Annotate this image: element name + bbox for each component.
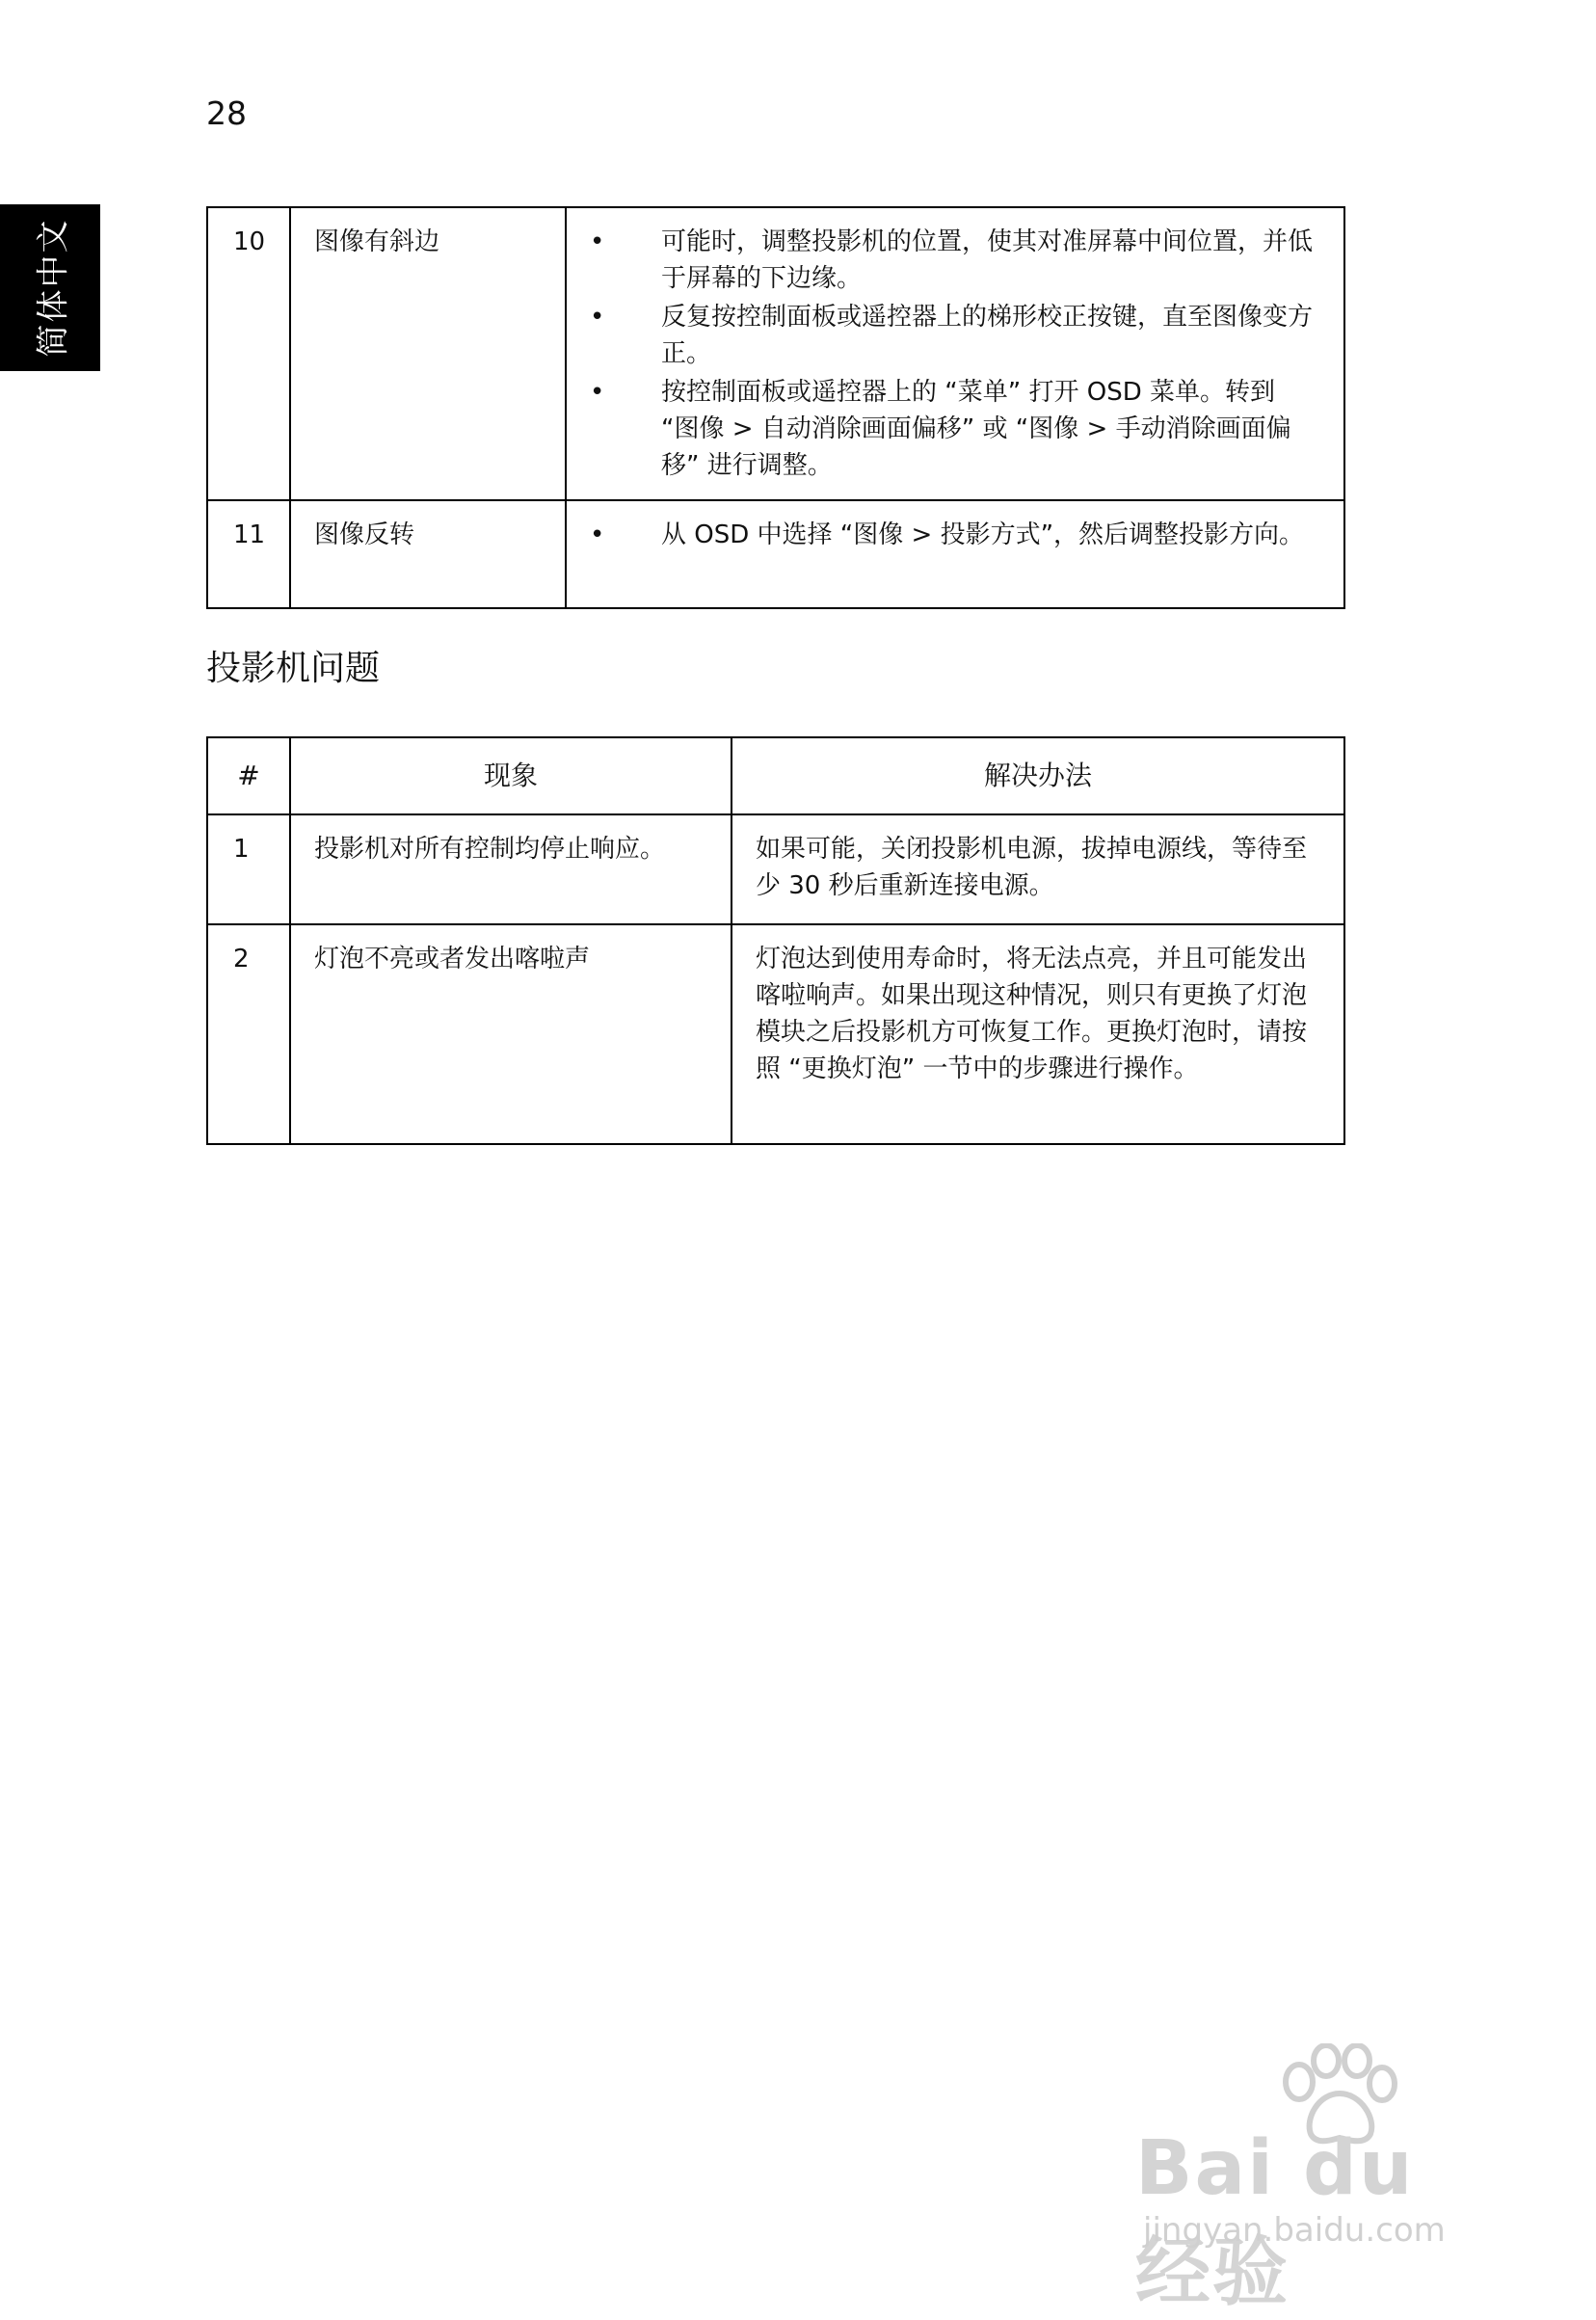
troubleshooting-table-projector	[206, 736, 1345, 1145]
row-number: 2	[207, 924, 290, 1144]
watermark-url: jingyan.baidu.com	[1143, 2211, 1446, 2250]
table-row	[207, 500, 1344, 608]
language-side-tab	[0, 204, 100, 371]
row-solution: 如果可能，关闭投影机电源，拔掉电源线，等待至少 30 秒后重新连接电源。	[732, 814, 1344, 924]
solution-bullet-list	[590, 224, 1320, 484]
row-number: 10	[207, 207, 290, 500]
language-side-tab-label: 简体中文	[34, 218, 73, 358]
watermark-brand: Bai du 经验	[1135, 2125, 1415, 2316]
row-solution	[566, 500, 1344, 608]
table-row	[207, 207, 1344, 500]
solution-bullet: • 反复按控制面板或遥控器上的梯形校正按键，直至图像变方正。	[590, 299, 1320, 372]
table-header-row	[207, 737, 1344, 814]
row-solution: 灯泡达到使用寿命时，将无法点亮，并且可能发出喀啦响声。如果出现这种情况，则只有更换了灯泡模块之后投影机方可恢复工作。更换灯泡时，请按照 “更换灯泡” 一节中的步骤进行操作。	[732, 924, 1344, 1144]
header-symptom: 现象	[290, 737, 732, 814]
solution-bullet-list	[590, 517, 1320, 553]
table-row	[207, 814, 1344, 924]
row-symptom: 灯泡不亮或者发出喀啦声	[290, 924, 732, 1144]
baidu-watermark	[1108, 2034, 1513, 2316]
row-symptom: 图像反转	[290, 500, 566, 608]
solution-bullet: • 按控制面板或遥控器上的 “菜单” 打开 OSD 菜单。转到 “图像 > 自动消除画面偏移” 或 “图像 > 手动消除画面偏移” 进行调整。	[590, 374, 1320, 484]
section-heading: 投影机问题	[206, 649, 381, 688]
troubleshooting-table-image	[206, 206, 1345, 609]
row-number: 11	[207, 500, 290, 608]
table-row	[207, 924, 1344, 1144]
header-num: #	[207, 737, 290, 814]
row-symptom: 图像有斜边	[290, 207, 566, 500]
header-solution: 解决办法	[732, 737, 1344, 814]
solution-bullet: • 可能时，调整投影机的位置，使其对准屏幕中间位置，并低于屏幕的下边缘。	[590, 224, 1320, 297]
page-number: 28	[206, 94, 247, 132]
row-symptom: 投影机对所有控制均停止响应。	[290, 814, 732, 924]
row-solution	[566, 207, 1344, 500]
row-number: 1	[207, 814, 290, 924]
solution-bullet: • 从 OSD 中选择 “图像 > 投影方式”，然后调整投影方向。	[590, 517, 1320, 553]
